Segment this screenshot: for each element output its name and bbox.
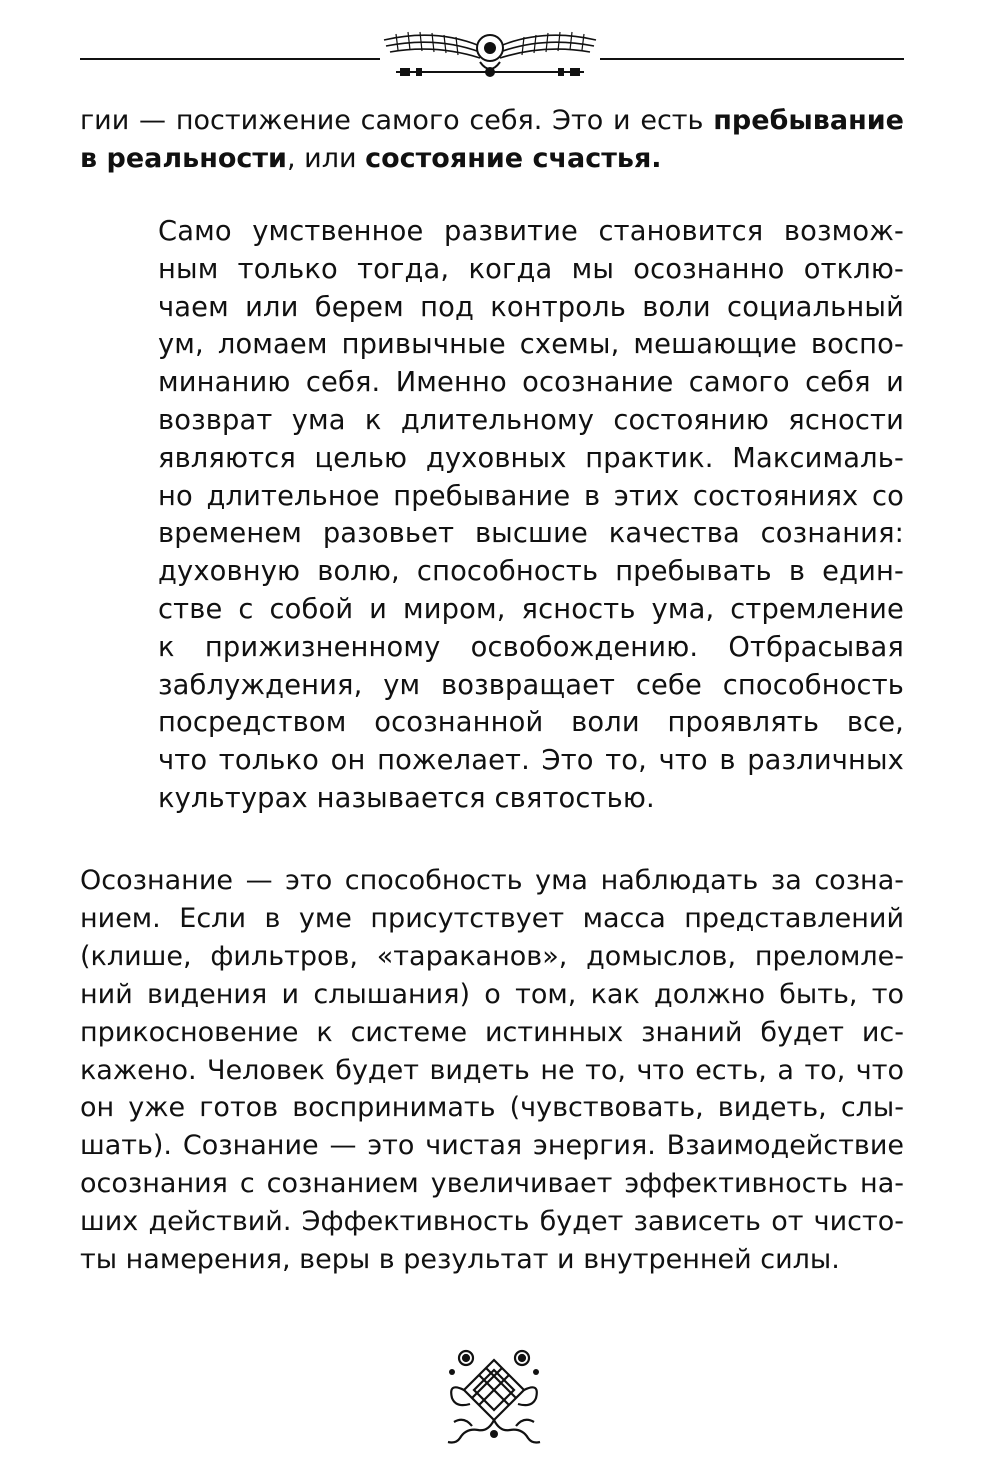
bold-phrase-2: в реальности — [80, 142, 287, 174]
main-paragraph — [80, 862, 904, 1279]
continued-paragraph — [80, 102, 904, 177]
endless-knot-ornament-icon — [438, 1346, 550, 1446]
quote-line: временем разовьет высшие качества сознания: — [158, 518, 904, 550]
quote-line: культурах называется святостью. — [158, 782, 655, 814]
header-rule-right — [600, 58, 904, 60]
quote-line: стве с собой и миром, ясность ума, стремление — [158, 593, 904, 625]
quote-line: но длительное пребывание в этих состояниях со — [158, 480, 904, 512]
main-line: шать). Сознание — это чистая энергия. Взаимодействие — [80, 1130, 904, 1162]
main-line: ты намерения, веры в результат и внутренней силы. — [80, 1244, 840, 1276]
continued-line-1 — [80, 102, 904, 140]
quote-line: ным только тогда, когда мы осознанно отклю- — [158, 253, 904, 285]
quote-line: духовную волю, способность пребывать в един- — [158, 556, 904, 588]
main-line: ших действий. Эффективность будет зависеть от чисто- — [80, 1206, 904, 1238]
main-line: прикосновение к системе истинных знаний будет ис- — [80, 1016, 904, 1048]
quote-line: минанию себя. Именно осознание самого себя и — [158, 367, 904, 399]
main-line: ний видения и слышания) о том, как должно быть, то — [80, 978, 904, 1010]
main-line: нием. Если в уме присутствует масса представлений — [80, 902, 904, 934]
main-line: кажено. Человек будет видеть не то, что есть, а то, что — [80, 1054, 904, 1086]
main-line: осознания с сознанием увеличивает эффективность на- — [80, 1168, 904, 1200]
continued-line-2 — [80, 140, 904, 178]
winged-sun-ornament-icon — [376, 20, 604, 82]
quote-paragraph — [158, 213, 904, 818]
main-line: он уже готов воспринимать (чувствовать, видеть, слы- — [80, 1092, 904, 1124]
quote-line: ум, ломаем привычные схемы, мешающие воспо- — [158, 329, 904, 361]
quote-line: Само умственное развитие становится возмож- — [158, 216, 904, 247]
quote-line: являются целью духовных практик. Максималь- — [158, 442, 904, 474]
header-rule-left — [80, 58, 380, 60]
main-line: Осознание — это способность ума наблюдать за созна- — [80, 865, 904, 896]
continued-text-before: гии — постижение самого себя. Это и есть — [80, 105, 714, 136]
quote-line: заблуждения, ум возвращает себе способность — [158, 669, 904, 701]
bold-phrase-3: состояние счастья — [365, 142, 652, 174]
quote-line: чаем или берем под контроль воли социальный — [158, 291, 904, 323]
quote-line: что только он пожелает. Это то, что в различных — [158, 745, 904, 777]
quote-line: посредством осознанной воли проявлять все, — [158, 707, 904, 739]
bold-phrase-1: пребывание — [713, 105, 904, 136]
continued-text-end: . — [651, 142, 662, 174]
quote-line: возврат ума к длительному состоянию ясности — [158, 404, 904, 436]
main-line: (клише, фильтров, «тараканов», домыслов, преломле- — [80, 940, 904, 972]
continued-text-middle: , или — [286, 142, 366, 174]
quote-line: к прижизненному освобождению. Отбрасывая — [158, 631, 904, 663]
